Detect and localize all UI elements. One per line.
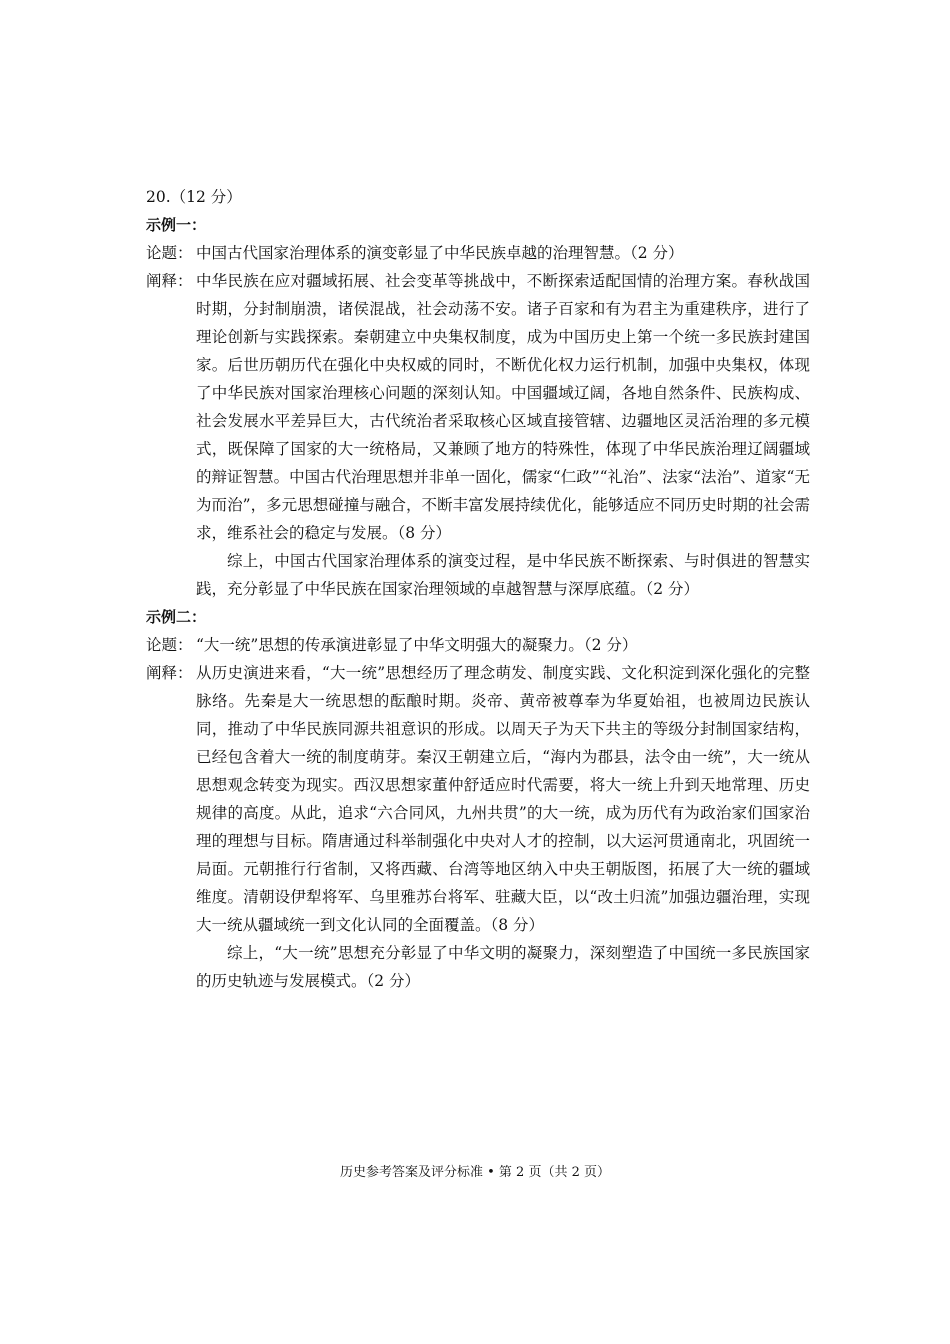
thesis-label: 论题：	[146, 636, 193, 654]
thesis-text: “大一统”思想的传承演进彰显了中华文明强大的凝聚力。（2 分）	[196, 636, 638, 654]
explanation-label: 阐释：	[146, 272, 193, 290]
explanation-label: 阐释：	[146, 664, 193, 682]
example-two-explanation	[146, 659, 810, 939]
example-one-summary: 综上，中国古代国家治理体系的演变过程，是中华民族不断探索、与时俱进的智慧实践，充分彰显了中华民族在国家治理领域的卓越智慧与深厚底蕴。（2 分）	[196, 552, 810, 598]
example-two-thesis	[146, 631, 810, 659]
explanation-text: 从历史演进来看，“大一统”思想经历了理念萌发、制度实践、文化积淀到深化强化的完整脉络。先秦是大一统思想的酝酿时期。炎帝、黄帝被尊奉为华夏始祖，也被周边民族认同，推动了中华民族同源共祖意识的形成。以周天子为天下共主的等级分封制国家结构，已经包含着大一统的制度萌芽。秦汉王朝建立后，“海内为郡县，法令由一统”，大一统从思想观念转变为现实。西汉思想家董仲舒适应时代需要，将大一统上升到天地常理、历史规律的高度。从此，追求“六合同风，九州共贯”的大一统，成为历代有为政治家们国家治理的理想与目标。隋唐通过科举制强化中央对人才的控制，以大运河贯通南北，巩固统一局面。元朝推行行省制，又将西藏、台湾等地区纳入中央王朝版图，拓展了大一统的疆域维度。清朝设伊犁将军、乌里雅苏台将军、驻藏大臣，以“改土归流”加强边疆治理，实现大一统从疆域统一到文化认同的全面覆盖。（8 分）	[196, 664, 810, 934]
page-footer: 历史参考答案及评分标准 • 第 2 页（共 2 页）	[339, 1165, 610, 1180]
example-one-heading: 示例一：	[146, 216, 207, 234]
thesis-text: 中国古代国家治理体系的演变彰显了中华民族卓越的治理智慧。（2 分）	[196, 244, 684, 262]
explanation-text: 中华民族在应对疆域拓展、社会变革等挑战中，不断探索适配国情的治理方案。春秋战国时期，分封制崩溃，诸侯混战，社会动荡不安。诸子百家和有为君主为重建秩序，进行了理论创新与实践探索。秦朝建立中央集权制度，成为中国历史上第一个统一多民族封建国家。后世历朝历代在强化中央权威的同时，不断优化权力运行机制，加强中央集权，体现了中华民族对国家治理核心问题的深刻认知。中国疆域辽阔，各地自然条件、民族构成、社会发展水平差异巨大，古代统治者采取核心区域直接管辖、边疆地区灵活治理的多元模式，既保障了国家的大一统格局，又兼顾了地方的特殊性，体现了中华民族治理辽阔疆域的辩证智慧。中国古代治理思想并非单一固化，儒家“仁政”“礼治”、法家“法治”、道家“无为而治”，多元思想碰撞与融合，不断丰富发展持续优化，能够适应不同历史时期的社会需求，维系社会的稳定与发展。（8 分）	[196, 272, 810, 542]
answer-content	[146, 183, 810, 995]
question-number: 20.（12 分）	[146, 188, 242, 206]
example-two-summary: 综上，“大一统”思想充分彰显了中华文明的凝聚力，深刻塑造了中国统一多民族国家的历史轨迹与发展模式。（2 分）	[196, 944, 810, 990]
example-two-heading: 示例二：	[146, 608, 207, 626]
thesis-label: 论题：	[146, 244, 193, 262]
example-one-thesis	[146, 239, 810, 267]
example-one-explanation	[146, 267, 810, 547]
